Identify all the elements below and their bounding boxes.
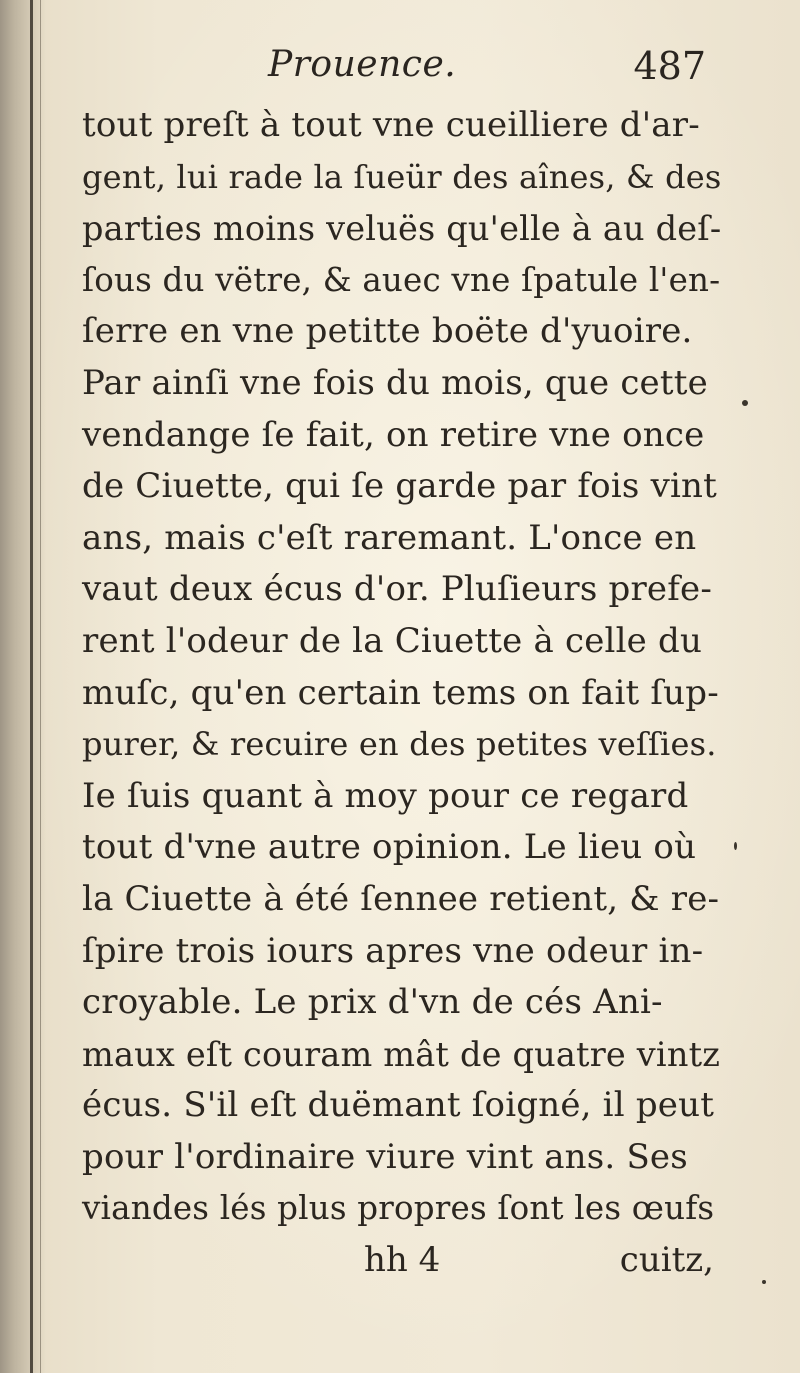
text-line: purer, & recuire en des petites veſſies.: [82, 725, 717, 764]
text-line: Par ainſi vne fois du mois, que cette: [82, 362, 708, 403]
text-line: ſerre en vne petitte boëte d'yuoire.: [82, 311, 693, 352]
body-text: [82, 100, 722, 1235]
text-line: parties moins veluës qu'elle à au deſ-: [82, 209, 722, 249]
text-line: de Ciuette, qui ſe garde par fois vint: [82, 466, 718, 507]
running-head: Prouence.: [268, 44, 457, 85]
text-line: tout d'vne autre opinion. Le lieu où: [82, 827, 697, 868]
text-line: muſc, qu'en certain tems on fait ſup-: [82, 672, 719, 713]
text-line: ſous du vëtre, & auec vne ſpatule l'en-: [82, 260, 721, 299]
text-line: rent l'odeur de la Ciuette à celle du: [82, 620, 703, 661]
text-line: viandes lés plus propres ſont les œufs: [82, 1189, 715, 1228]
ink-speck: [742, 400, 748, 406]
page-footer: [82, 1230, 722, 1290]
text-line: vaut deux écus d'or. Pluſieurs prefe-: [82, 569, 713, 610]
text-line: croyable. Le prix d'vn de cés Ani-: [82, 982, 663, 1023]
signature-mark: hh 4: [364, 1240, 441, 1280]
page-header: [88, 44, 718, 100]
text-line: écus. S'il eſt duëmant ſoigné, il peut: [82, 1085, 715, 1126]
ink-speck: [734, 842, 737, 850]
binding-edge: [30, 0, 33, 1373]
page-number: 487: [633, 44, 706, 88]
text-line: vendange ſe fait, on retire vne once: [82, 414, 705, 455]
catchword: cuitz,: [619, 1240, 714, 1280]
text-line: maux eſt couram mât de quatre vintz: [82, 1034, 721, 1074]
ink-speck: [762, 1280, 766, 1284]
text-line: pour l'ordinaire viure vint ans. Ses: [82, 1136, 688, 1177]
text-line: ſpire trois iours apres vne odeur in-: [82, 930, 704, 971]
text-line: gent, lui rade la ſueür des aînes, & des: [82, 157, 722, 196]
text-line: la Ciuette à été ſennee retient, & re-: [82, 878, 720, 919]
text-line: ans, mais c'eſt raremant. L'once en: [82, 517, 697, 558]
binding-edge-inner: [40, 0, 41, 1373]
text-line: tout preſt à tout vne cueilliere d'ar-: [82, 105, 700, 145]
text-line: Ie ſuis quant à moy pour ce regard: [82, 775, 689, 816]
